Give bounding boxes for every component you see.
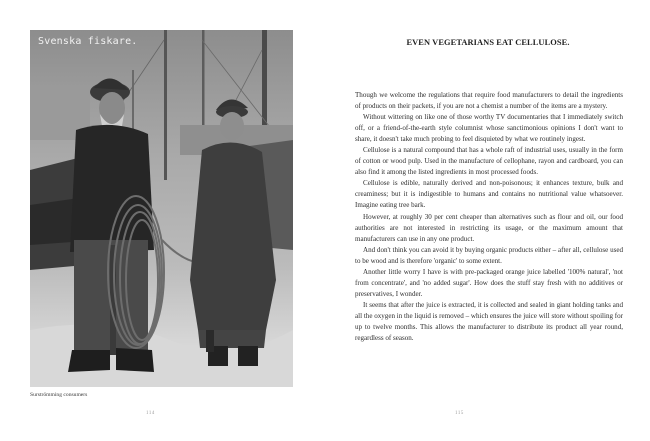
paragraph: Though we welcome the regulations that require food manufacturers to detail the ingredients of products on their packets, if you are not a chemist a number of the items are a mystery. <box>355 91 623 111</box>
paragraph: Without wittering on like one of those worthy TV documentaries that I immediately switch off, or a friend-of-the-earth style columnist whose sanctimonious opinions I don't want to share, it doesn't take much probing to feel disquieted by what we routinely ingest. <box>355 113 623 144</box>
paragraph: It seems that after the juice is extracted, it is collected and sealed in giant holding tanks and all the oxygen in the liquid is removed – which ensures the juice will store without spoiling for up to twelve months. This allows the manufacturer to distribute its product all year round, regardless of season. <box>355 300 623 343</box>
chapter-heading: EVEN VEGETARIANS EAT CELLULOSE. <box>406 38 570 47</box>
page-number-right: 115 <box>455 411 464 416</box>
right-page <box>325 0 650 441</box>
paragraph: And don't think you can avoid it by buying organic products either – after all, cellulose used to be wood and is therefore 'organic' to some extent. <box>355 245 623 265</box>
page-number-left: 114 <box>146 411 155 416</box>
body-text <box>355 90 623 344</box>
paragraph: However, at roughly 30 per cent cheaper than alternatives such as flour and oil, our food authorities are not interested in restricting its usage, or the maximum amount that manufacturers can use in any one product. <box>355 212 623 243</box>
photo-handwritten-title: Svenska fiskare. <box>38 36 138 47</box>
paragraph: Cellulose is a natural compound that has a whole raft of industrial uses, usually in the form of cotton or wood pulp. Used in the manufacture of cellophane, rayon and cardboard, you can also find it among the listed ingredients in most processed foods. <box>355 146 623 177</box>
paragraph: Another little worry I have is with pre-packaged orange juice labelled '100% natural', 'not from concentrate', and 'no added sugar'. How does the stuff stay fresh with no additives or preservatives, I wonder. <box>355 267 623 298</box>
fishermen-photo <box>30 30 293 387</box>
photo-caption: Surströmming consumers <box>30 392 88 398</box>
paragraph: Cellulose is edible, naturally derived and non-poisonous; it enhances texture, bulk and creaminess; but it is indigestible to humans and contains no nutritional value whatsoever. Imagine eating tree bark. <box>355 179 623 210</box>
